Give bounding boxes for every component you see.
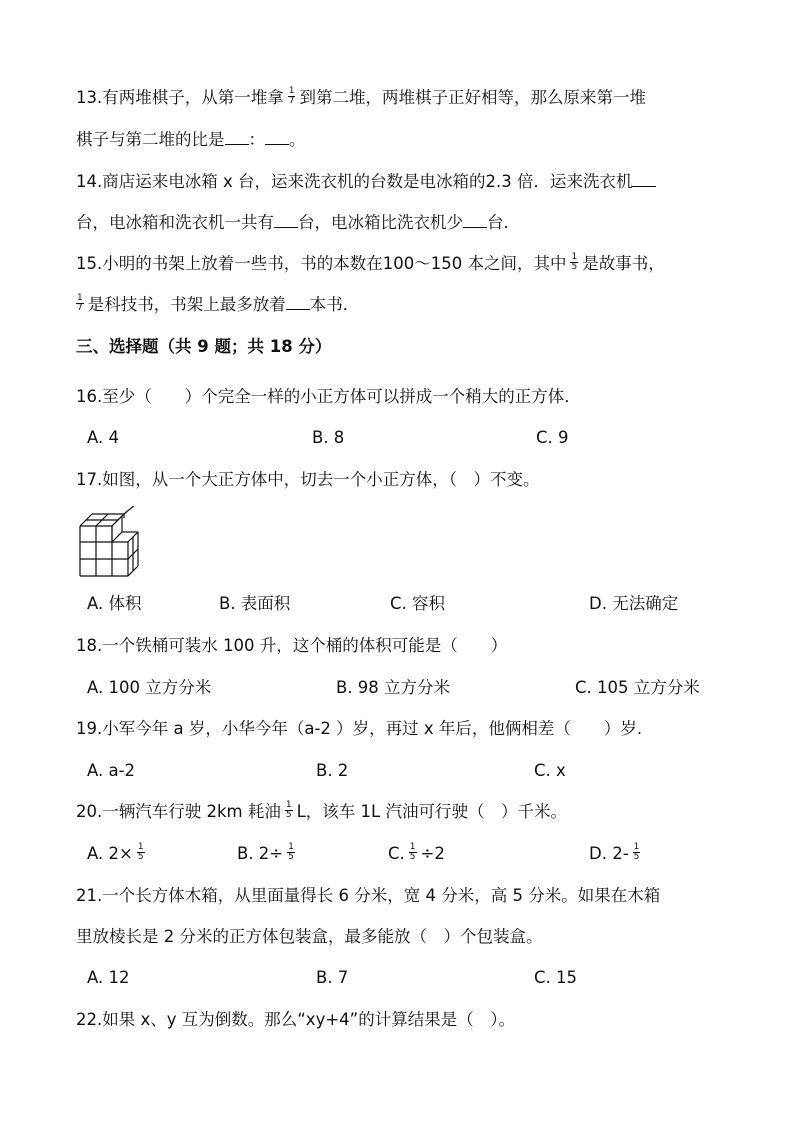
option-a[interactable]: A. 2× $\frac{1}{5}$	[87, 842, 144, 863]
option-c[interactable]: C. 105 立方分米	[575, 678, 700, 697]
fraction: $\frac{1}{5}$	[409, 842, 416, 862]
option-a[interactable]: A. a-2	[87, 761, 136, 780]
q15-line1: 15.小明的书架上放着一些书，书的本数在100～150 本之间，其中 $\frac{1}{5}$ 是故事书，	[76, 252, 665, 273]
option-b[interactable]: B. 表面积	[219, 594, 291, 613]
cube-figure	[78, 506, 140, 582]
q21-line1: 21.一个长方体木箱，从里面量得长 6 分米，宽 4 分米，高 5 分米。如果在木箱	[76, 886, 661, 905]
answer-blank[interactable]	[463, 211, 487, 228]
fraction: $\frac{1}{7}$	[288, 86, 295, 106]
q14-line2: 台，电冰箱和洗衣机一共有 台，电冰箱比洗衣机少 台．	[76, 213, 520, 232]
option-c[interactable]: C. x	[534, 761, 566, 780]
q20-line1: 20.一辆汽车行驶 2km 耗油 $\frac{1}{5}$ L，该车 1L 汽油可行驶（ ）千米。	[76, 800, 567, 821]
answer-blank[interactable]	[286, 293, 310, 310]
q15-line2: $\frac{1}{7}$ 是科技书，书架上最多放着 本书．	[77, 293, 360, 314]
fraction: $\frac{1}{5}$	[137, 842, 144, 862]
answer-blank[interactable]	[632, 170, 656, 187]
option-b[interactable]: B. 98 立方分米	[336, 678, 451, 697]
option-a[interactable]: A. 100 立方分米	[87, 678, 212, 697]
option-a[interactable]: A. 12	[87, 968, 130, 987]
cube-cut-corner-icon	[78, 506, 140, 578]
fraction: $\frac{1}{5}$	[285, 800, 292, 820]
option-c[interactable]: C. $\frac{1}{5}$ ÷2	[388, 842, 445, 863]
option-b[interactable]: B. 2÷ $\frac{1}{5}$	[237, 842, 294, 863]
q19-stem: 19.小军今年 a 岁，小华今年（a-2 ）岁，再过 x 年后，他俩相差（ ）岁.	[76, 719, 643, 738]
section-heading: 三、选择题（共 9 题；共 18 分）	[76, 337, 332, 356]
q13-text-a: 13.有两堆棋子，从第一堆拿	[76, 88, 284, 107]
option-c[interactable]: C. 容积	[390, 594, 446, 613]
fraction: $\frac{1}{5}$	[571, 252, 578, 272]
q16-stem: 16.至少（ ）个完全一样的小正方体可以拼成一个稍大的正方体．	[76, 387, 581, 406]
fraction: $\frac{1}{5}$	[288, 842, 294, 862]
fraction: $\frac{1}{7}$	[77, 293, 83, 313]
q14-line1: 14.商店运来电冰箱 x 台，运来洗衣机的台数是电冰箱的2.3 倍．运来洗衣机	[76, 170, 656, 194]
answer-blank[interactable]	[265, 128, 289, 145]
option-a[interactable]: A. 4	[87, 428, 119, 447]
option-c[interactable]: C. 9	[536, 428, 569, 447]
option-b[interactable]: B. 2	[316, 761, 349, 780]
option-b[interactable]: B. 8	[312, 428, 345, 447]
answer-blank[interactable]	[274, 211, 298, 228]
q22-stem: 22.如果 x、y 互为倒数。那么“xy+4”的计算结果是（ ）。	[76, 1010, 515, 1029]
q13-line2: 棋子与第二堆的比是 ： 。	[76, 130, 306, 149]
q21-line2: 里放棱长是 2 分米的正方体包装盒，最多能放（ ）个包装盒。	[76, 927, 543, 946]
q13-text-b: 到第二堆，两堆棋子正好相等，那么原来第一堆	[299, 88, 646, 107]
option-a[interactable]: A. 体积	[87, 594, 142, 613]
option-d[interactable]: D. 2- $\frac{1}{5}$	[589, 842, 640, 863]
fraction: $\frac{1}{5}$	[633, 842, 640, 862]
q17-stem: 17.如图，从一个大正方体中，切去一个小正方体，（ ）不变。	[76, 470, 540, 489]
q18-stem: 18.一个铁桶可装水 100 升，这个桶的体积可能是（ ）	[76, 636, 508, 655]
option-d[interactable]: D. 无法确定	[589, 594, 679, 613]
option-c[interactable]: C. 15	[534, 968, 578, 987]
answer-blank[interactable]	[225, 128, 249, 145]
option-b[interactable]: B. 7	[316, 968, 349, 987]
q13-line1	[76, 86, 646, 110]
